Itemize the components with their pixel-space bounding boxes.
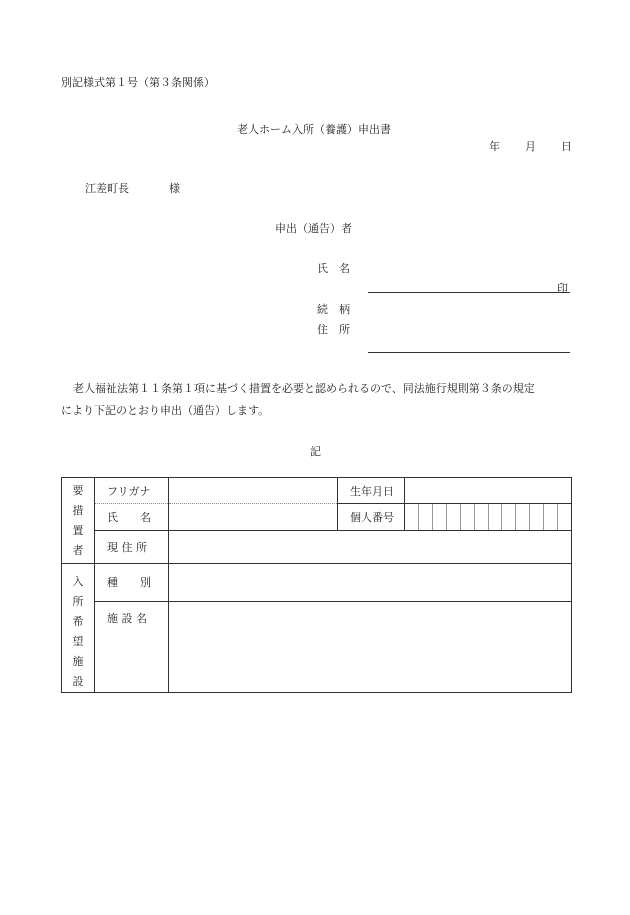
seal-mark: 印 (557, 282, 568, 295)
addressee-name: 江差町長 (85, 182, 129, 195)
birthdate-label: 生年月日 (338, 478, 405, 504)
current-address-label: 現 住 所 (95, 531, 169, 564)
digit-box[interactable] (488, 504, 502, 530)
group2-char: 施 (72, 655, 84, 668)
group1-char: 者 (72, 543, 84, 557)
group1-char: 要 (72, 483, 84, 497)
type-label: 種 別 (95, 564, 169, 602)
application-table (61, 477, 572, 693)
digit-box[interactable] (543, 504, 557, 530)
digit-box[interactable] (405, 504, 418, 530)
individual-number-label: 個人番号 (338, 504, 405, 531)
applicant-name-line[interactable] (368, 292, 570, 293)
form-reference: 別記様式第１号（第３条関係） (61, 76, 215, 89)
name-field[interactable] (169, 504, 338, 531)
addressee-honorific: 様 (169, 182, 180, 195)
group2-char: 希 (72, 615, 84, 628)
furigana-field[interactable] (169, 478, 338, 504)
digit-box[interactable] (474, 504, 488, 530)
individual-number-boxes (405, 504, 571, 530)
current-address-field[interactable] (169, 531, 572, 564)
digit-box[interactable] (432, 504, 446, 530)
applicant-address-label: 住 所 (317, 323, 350, 336)
group2-char: 設 (72, 675, 84, 688)
digit-box[interactable] (460, 504, 474, 530)
group2-char: 入 (72, 575, 84, 588)
group1-char: 措 (72, 503, 84, 517)
applicant-heading: 申出（通告）者 (275, 222, 352, 235)
date-year: 年 (489, 140, 500, 153)
applicant-name-label: 氏 名 (317, 262, 350, 275)
group-label-facility (62, 564, 95, 693)
digit-box[interactable] (501, 504, 515, 530)
group2-char: 所 (72, 595, 84, 608)
body-text-line2: により下記のとおり申出（通告）します。 (61, 404, 270, 417)
body-text-line1: 老人福祉法第１１条第１項に基づく措置を必要と認められるので、同法施行規則第３条の規定 (73, 382, 535, 395)
furigana-label: フリガナ (95, 478, 169, 504)
date-day: 日 (561, 140, 572, 153)
applicant-relation-label: 続 柄 (317, 303, 350, 316)
individual-number-field[interactable] (405, 504, 572, 531)
group1-char: 置 (72, 523, 84, 537)
digit-box[interactable] (446, 504, 460, 530)
type-field[interactable] (169, 564, 572, 602)
digit-box[interactable] (515, 504, 529, 530)
facility-name-field[interactable] (169, 601, 572, 692)
facility-name-label: 施 設 名 (95, 601, 169, 692)
group2-char: 望 (72, 635, 84, 648)
name-label: 氏 名 (95, 504, 169, 531)
date-month: 月 (525, 140, 536, 153)
group-label-person (62, 478, 95, 564)
document-title: 老人ホーム入所（養護）申出書 (237, 123, 391, 136)
birthdate-field[interactable] (405, 478, 572, 504)
applicant-address-line[interactable] (368, 352, 570, 353)
digit-box[interactable] (418, 504, 432, 530)
digit-box[interactable] (529, 504, 543, 530)
digit-box[interactable] (557, 504, 571, 530)
ki-heading: 記 (310, 445, 321, 458)
